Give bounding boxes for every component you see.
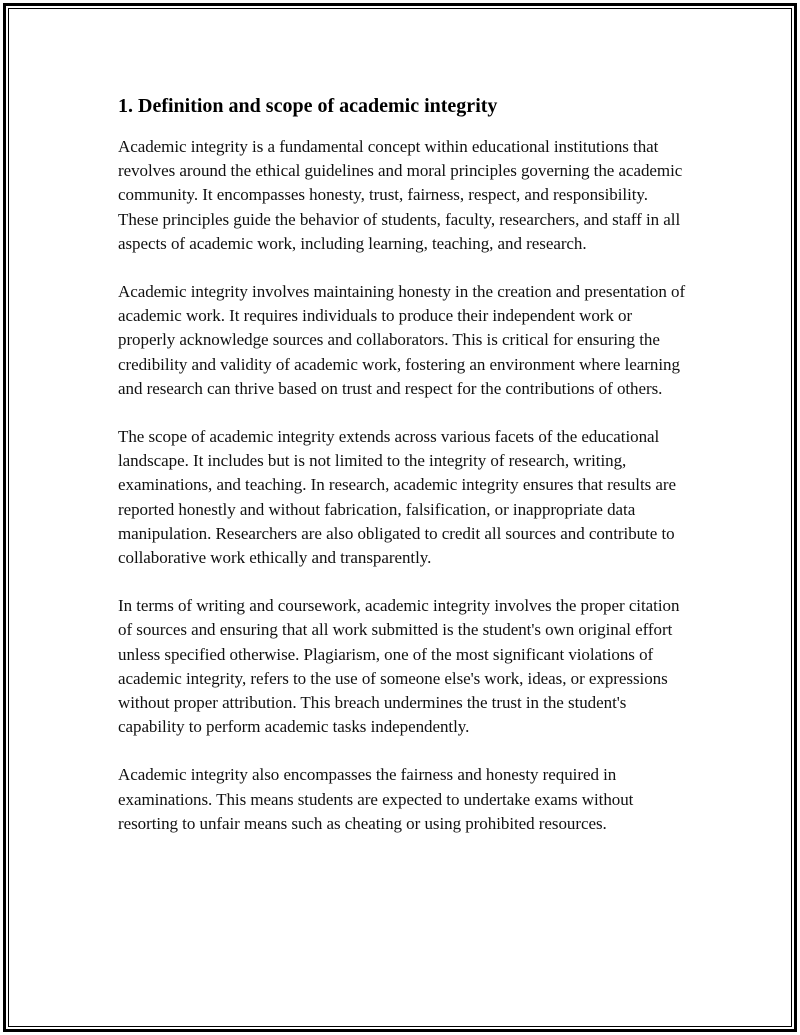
paragraph-scope: The scope of academic integrity extends across various facets of the educational landscape. It includes but is not limited to the integrity of research, writing, examinations, and teaching. In research, academic integrity ensures that results are reported honestly and without fabrication, falsification, or inappropriate data manipulation. Researchers are also obligated to credit all sources and contribute to collaborative work ethically and transparently. xyxy=(118,427,676,568)
paragraph-writing: In terms of writing and coursework, academic integrity involves the proper citation of sources and ensuring that all work submitted is the student's own original effort unless specified otherwise. Plagiarism, one of the most significant violations of academic integrity, refers to the use of someone else's work, ideas, or expressions without proper attribution. This breach undermines the trust in the student's capability to perform academic tasks independently. xyxy=(118,596,680,737)
paragraph-examinations: Academic integrity also encompasses the fairness and honesty required in examinations. This means students are expected to undertake exams without resorting to unfair means such as cheating or using prohibited resources. xyxy=(118,765,634,833)
document-body xyxy=(118,93,688,836)
paragraph-honesty: Academic integrity involves maintaining honesty in the creation and presentation of academic work. It requires individuals to produce their independent work or properly acknowledge sources and collaborators. This is critical for ensuring the credibility and validity of academic work, fostering an environment where learning and research can thrive based on trust and respect for the contributions of others. xyxy=(118,282,686,398)
section-heading: 1. Definition and scope of academic integrity xyxy=(118,95,498,117)
paragraph-definition: Academic integrity is a fundamental concept within educational institutions that revolves around the ethical guidelines and moral principles governing the academic community. It encompasses honesty, trust, fairness, respect, and responsibility. These principles guide the behavior of students, faculty, researchers, and staff in all aspects of academic work, including learning, teaching, and research. xyxy=(118,137,683,253)
